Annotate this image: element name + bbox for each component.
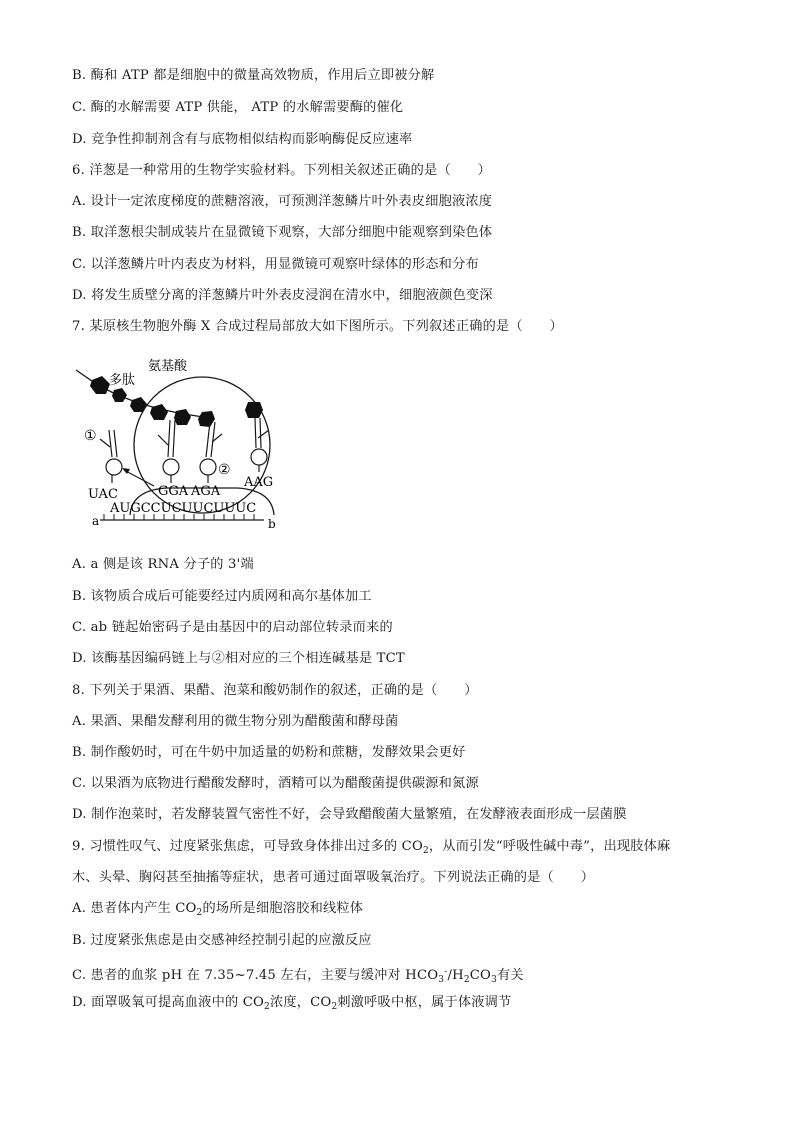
q6-stem: 6. 洋葱是一种常用的生物学实验材料。下列相关叙述正确的是（ ）: [72, 163, 491, 178]
amino-acid-residue: [112, 388, 127, 402]
trna-4: [251, 418, 269, 472]
anticodon-2: GGA: [158, 484, 189, 499]
superscript: -: [444, 967, 448, 977]
q9-option-a: [72, 900, 363, 922]
q6-option-d: D. 将发生质壁分离的洋葱鳞片叶外表皮浸润在清水中，细胞液颜色变深: [72, 288, 493, 303]
text-segment: A. 患者体内产生 CO: [72, 901, 197, 916]
amino-acid-label: 氨基酸: [148, 359, 188, 374]
q7-option-a: A. a 侧是该 RNA 分子的 3'端: [72, 557, 254, 572]
text-segment: 有关: [497, 968, 524, 983]
q7-option-c: C. ab 链起始密码子是由基因中的启动部位转录而来的: [72, 620, 393, 635]
q7-option-d: D. 该酶基因编码链上与②相对应的三个相连碱基是 TCT: [72, 651, 405, 666]
anticodon-4: AAG: [244, 475, 274, 490]
peptide-label: 多肽: [109, 373, 136, 388]
text-segment: /H: [447, 968, 464, 983]
q6-option-c: C. 以洋葱鳞片叶内表皮为材料，用显微镜可观察叶绿体的形态和分布: [72, 257, 479, 272]
text-segment: ，从而引发“呼吸性碱中毒”，出现肢体麻: [428, 839, 671, 854]
subscript: 2: [422, 846, 429, 856]
trna-2: [158, 420, 179, 483]
label-2: ②: [218, 462, 231, 478]
amino-acid-residue: [174, 409, 191, 425]
q5-option-c: C. 酶的水解需要 ATP 供能， ATP 的水解需要酶的催化: [72, 100, 404, 115]
end-a: a: [92, 514, 100, 528]
text-segment: CO: [469, 968, 492, 983]
text-segment: C. 患者的血浆 pH 在 7.35~7.45 左右，主要与缓冲对 HCO: [72, 968, 439, 983]
translation-diagram: [72, 350, 292, 540]
q6-option-b: B. 取洋葱根尖制成装片在显微镜下观察，大部分细胞中能观察到染色体: [72, 225, 493, 240]
q8-option-c: C. 以果酒为底物进行醋酸发酵时，酒精可以为醋酸菌提供碳源和氮源: [72, 776, 479, 791]
free-amino-acid: [245, 402, 263, 418]
subscript: 3: [438, 975, 445, 985]
text-segment: 刺激呼吸中枢，属于体液调节: [337, 995, 512, 1010]
subscript: 2: [331, 1002, 338, 1012]
q7-option-b: B. 该物质合成后可能要经过内质网和高尔基体加工: [72, 589, 372, 604]
label-1: ①: [84, 428, 97, 444]
anticodon-1: UAC: [88, 487, 118, 502]
q9-stem-line-2: 木、头晕、胸闷甚至抽搐等症状，患者可通过面罩吸氧治疗。下列说法正确的是（ ）: [72, 870, 595, 885]
q9-stem-line-1: [72, 838, 670, 860]
subscript: 2: [264, 1002, 270, 1012]
text-segment: 浓度，CO: [269, 995, 332, 1010]
q9-option-c: [72, 963, 524, 989]
trna-1: [100, 430, 122, 483]
mrna-sequence: AUGCCUCUUCUUUC: [110, 501, 257, 516]
q5-option-b: B. 酶和 ATP 都是细胞中的微量高效物质，作用后立即被分解: [72, 68, 435, 83]
q8-stem: 8. 下列关于果酒、果醋、泡菜和酸奶制作的叙述，正确的是（ ）: [72, 683, 478, 698]
arrow: [124, 470, 154, 486]
subscript: 3: [491, 975, 498, 985]
q9-option-d: [72, 994, 511, 1016]
anticodon-3: AGA: [191, 484, 221, 499]
q6-option-a: A. 设计一定浓度梯度的蔗糖溶液，可预测洋葱鳞片叶外表皮细胞液浓度: [72, 194, 493, 209]
q8-option-a: A. 果酒、果醋发酵利用的微生物分别为醋酸菌和酵母菌: [72, 714, 399, 729]
text-segment: 9. 习惯性叹气、过度紧张焦虑，可导致身体排出过多的 CO: [72, 839, 423, 854]
subscript: 2: [196, 908, 203, 918]
end-b: b: [268, 517, 276, 531]
amino-acid-residue: [198, 411, 215, 427]
q9-option-b: B. 过度紧张焦虑是由交感神经控制引起的应激反应: [72, 933, 372, 948]
subscript: 2: [463, 975, 470, 985]
q8-option-b: B. 制作酸奶时，可在牛奶中加适量的奶粉和蔗糖，发酵效果会更好: [72, 745, 466, 760]
text-segment: D. 面罩吸氧可提高血液中的 CO: [72, 995, 265, 1010]
q8-option-d: D. 制作泡菜时，若发酵装置气密性不好，会导致醋酸菌大量繁殖，在发酵液表面形成一层菌膜: [72, 807, 627, 822]
q5-option-d: D. 竞争性抑制剂含有与底物相似结构而影响酶促反应速率: [72, 132, 413, 147]
q7-stem: 7. 某原核生物胞外酶 X 合成过程局部放大如下图所示。下列叙述正确的是（ ）: [72, 319, 563, 334]
text-segment: 的场所是细胞溶胶和线粒体: [202, 901, 364, 916]
amino-acid-residue: [90, 376, 110, 394]
